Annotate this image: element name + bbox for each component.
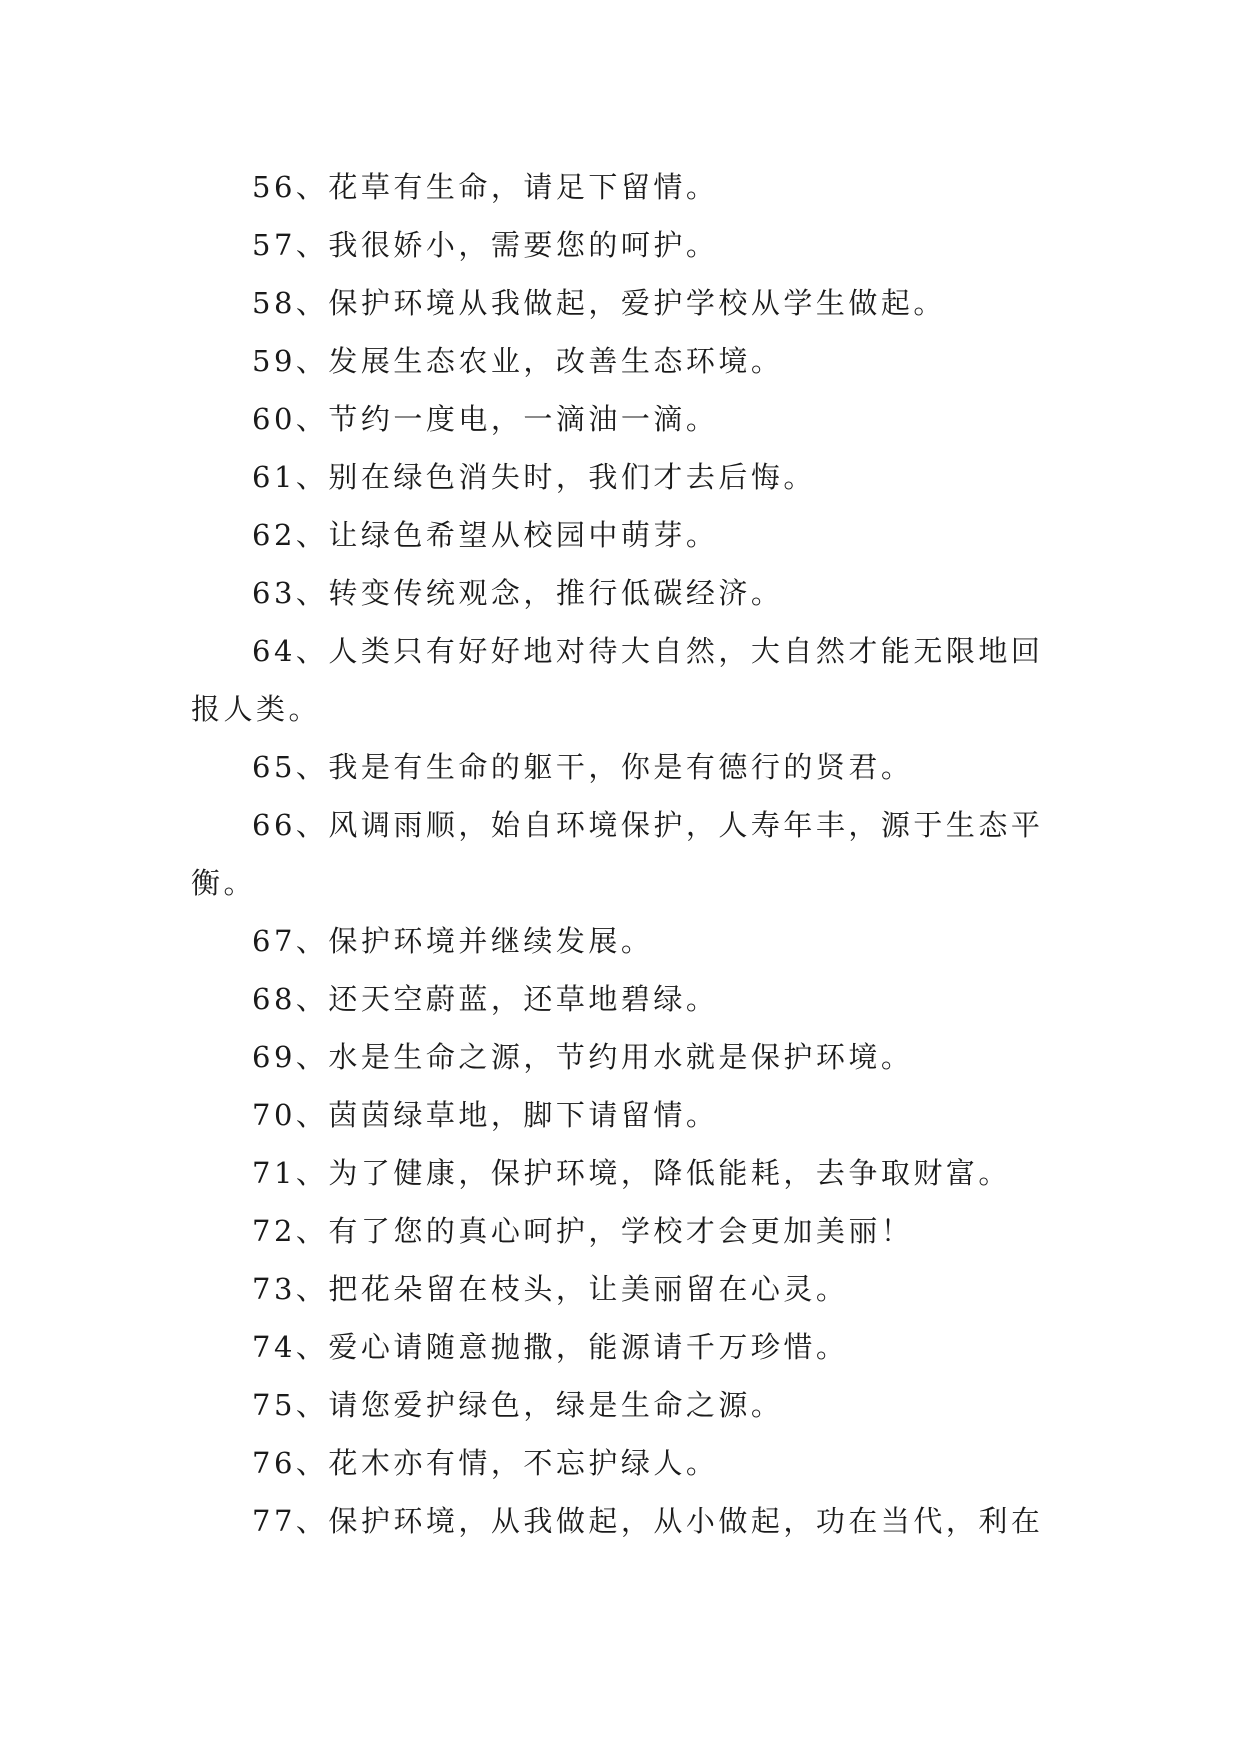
text-line: 76、花木亦有情，不忘护绿人。 — [252, 1446, 719, 1480]
text-line: 64、人类只有好好地对待大自然，大自然才能无限地回 — [252, 634, 1044, 668]
text-line: 61、别在绿色消失时，我们才去后悔。 — [252, 460, 816, 494]
text-line: 73、把花朵留在枝头，让美丽留在心灵。 — [252, 1272, 849, 1306]
text-line: 74、爱心请随意抛撒，能源请千万珍惜。 — [252, 1330, 849, 1364]
text-line: 75、请您爱护绿色，绿是生命之源。 — [252, 1388, 784, 1422]
text-line: 66、风调雨顺，始自环境保护，人寿年丰，源于生态平 — [252, 808, 1044, 842]
text-line: 56、花草有生命，请足下留情。 — [252, 170, 719, 204]
text-line: 69、水是生命之源，节约用水就是保护环境。 — [252, 1040, 914, 1074]
text-line: 65、我是有生命的躯干，你是有德行的贤君。 — [252, 750, 914, 784]
text-line-continuation: 衡。 — [191, 866, 257, 900]
document-body — [191, 158, 1051, 1550]
text-line: 63、转变传统观念，推行低碳经济。 — [252, 576, 784, 610]
text-line: 72、有了您的真心呵护，学校才会更加美丽！ — [252, 1214, 914, 1248]
text-line: 67、保护环境并继续发展。 — [252, 924, 654, 958]
text-line: 77、保护环境，从我做起，从小做起，功在当代，利在 — [252, 1504, 1044, 1538]
text-line: 70、茵茵绿草地，脚下请留情。 — [252, 1098, 719, 1132]
text-line: 71、为了健康，保护环境，降低能耗，去争取财富。 — [252, 1156, 1011, 1190]
text-line: 59、发展生态农业，改善生态环境。 — [252, 344, 784, 378]
text-line: 57、我很娇小，需要您的呵护。 — [252, 228, 719, 262]
text-line: 62、让绿色希望从校园中萌芽。 — [252, 518, 719, 552]
text-line: 58、保护环境从我做起，爱护学校从学生做起。 — [252, 286, 946, 320]
text-line: 68、还天空蔚蓝，还草地碧绿。 — [252, 982, 719, 1016]
text-line: 60、节约一度电，一滴油一滴。 — [252, 402, 719, 436]
text-line-continuation: 报人类。 — [191, 692, 322, 726]
